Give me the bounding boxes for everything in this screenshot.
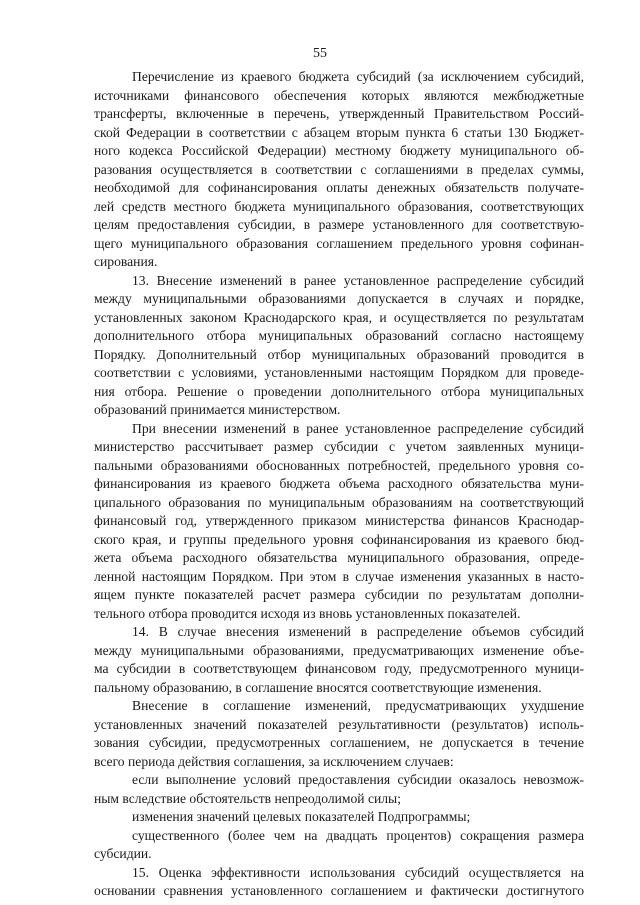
text-line: ного кодекса Российской Федерации) местному бюджету муниципального об- (94, 143, 584, 158)
text-line: ской Федерации в соответствии с абзацем вторым пункта 6 статьи 130 Бюджет- (94, 124, 584, 140)
text-line: Внесение в соглашение изменений, предусматривающих ухудшение (132, 698, 584, 713)
text-line: разования осуществляется в соответствии с соглашениями в пределах суммы, (94, 161, 584, 177)
text-line: ма субсидии в соответствующем финансовом году, предусмотренного муници- (94, 661, 584, 676)
text-line: образований принимается министерством. (94, 402, 341, 417)
text-line: существенного (более чем на двадцать процентов) сокращения размера (132, 827, 584, 843)
text-line: Перечисление из краевого бюджета субсидий (за исключением субсидий, (132, 69, 584, 84)
text-line: 14. В случае внесения изменений в распределение объемов субсидий (132, 624, 584, 639)
text-line: всего периода действия соглашения, за исключением случаев: (94, 753, 454, 769)
text-line: субсидии. (94, 846, 152, 861)
text-line: установленных значений показателей результативности (результатов) исполь- (94, 716, 584, 732)
text-line: щего муниципального образования соглашением предельного уровня софинан- (94, 235, 584, 251)
text-line: Порядку. Дополнительный отбор муниципальных образований проводится в (94, 346, 584, 362)
text-line: между муниципальными образованиями, предусматривающих изменение объе- (94, 642, 584, 658)
text-line: тельного отбора проводится исходя из вновь установленных показателей. (94, 605, 521, 621)
text-line: ципального образования по муниципальным образованиям на соответствующий (94, 494, 584, 510)
text-line: дополнительного отбора муниципальных образований согласно настоящему (94, 328, 584, 343)
text-line: жета объема расходного обязательства муниципального образования, опреде- (94, 550, 584, 565)
text-line: министерство рассчитывает размер субсидии с учетом заявленных муници- (94, 439, 584, 454)
page-number: 55 (313, 46, 327, 61)
text-line: ленной настоящим Порядком. При этом в случае изменения указанных в насто- (94, 568, 584, 584)
text-line: зования субсидии, предусмотренных соглашением, не допускается в течение (94, 735, 584, 750)
text-line: установленных законом Краснодарского края, и осуществляется по результатам (94, 309, 584, 325)
text-line: лей средств местного бюджета муниципального образования, соответствующих (94, 198, 584, 214)
text-line: сирования. (94, 254, 158, 269)
text-line: пальными образованиями обоснованных потребностей, предельного уровня со- (94, 457, 584, 473)
text-line: ным вследствие обстоятельств непреодолимой силы; (94, 790, 401, 806)
text-line: 13. Внесение изменений в ранее установленное распределение субсидий (132, 272, 584, 288)
text-line: трансферты, включенные в перечень, утвержденный Правительством Россий- (94, 106, 584, 121)
text-line: При внесении изменений в ранее установленное распределение субсидий (132, 420, 584, 436)
text-line: 15. Оценка эффективности использования субсидий осуществляется на (132, 864, 584, 880)
text-line: ящем пункте показателей расчет размера субсидии по результатам дополни- (94, 587, 584, 602)
text-line: необходимой для софинансирования оплаты денежных обязательств получате- (94, 180, 584, 195)
text-line: финансирования из краевого бюджета объема расходного обязательства муни- (94, 476, 584, 491)
text-line: источниками финансового обеспечения которых являются межбюджетные (94, 87, 584, 103)
text-line: между муниципальными образованиями допускается в случаях и порядке, (94, 291, 584, 306)
text-line: ния отбора. Решение о проведении дополнительного отбора муниципальных (94, 383, 584, 399)
text-line: пальному образованию, в соглашение вносятся соответствующие изменения. (94, 679, 542, 695)
text-line: основании сравнения установленного соглашением и фактически достигнутого (94, 883, 584, 898)
text-line: соответствии с условиями, установленными настоящим Порядком для проведе- (94, 365, 584, 380)
text-line: если выполнение условий предоставления субсидии оказалось невозмож- (132, 772, 584, 787)
text-line: ского края, и группы предельного уровня софинансирования из краевого бюд- (94, 531, 584, 547)
text-line: изменения значений целевых показателей Подпрограммы; (132, 809, 471, 824)
document-body (94, 68, 584, 901)
text-line: финансовый год, утвержденного приказом министерства финансов Краснодар- (94, 513, 584, 528)
text-line: целям предоставления субсидии, в размере установленного для соответствую- (94, 217, 584, 232)
